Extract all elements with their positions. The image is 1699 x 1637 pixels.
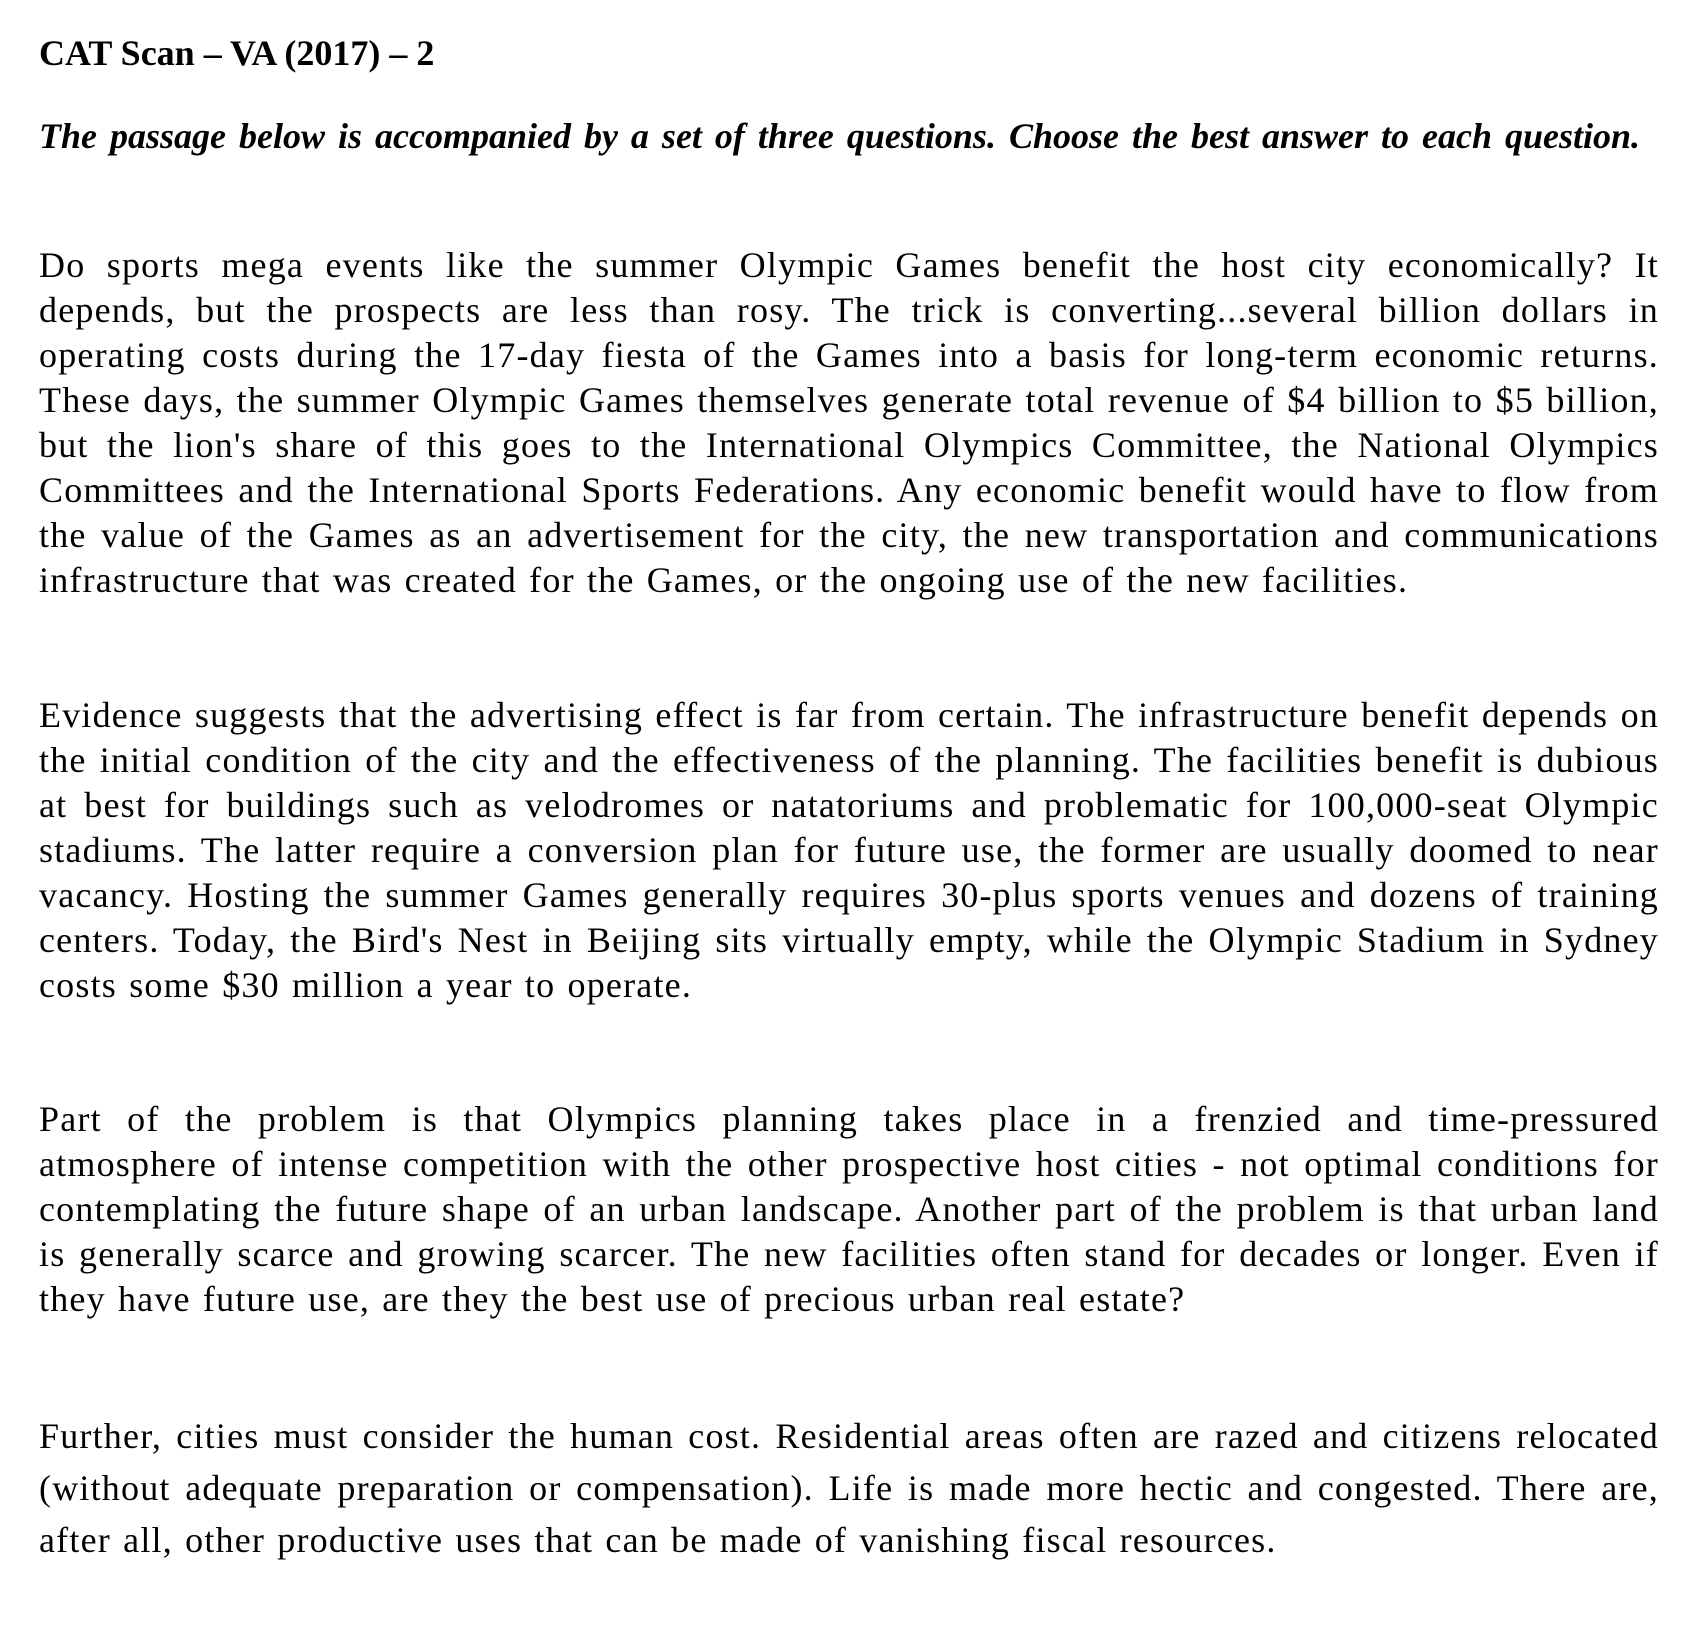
instruction-text: The passage below is accompanied by a set of three questions. Choose the best answer to each question. [39,116,1641,156]
document-title: CAT Scan – VA (2017) – 2 [39,33,435,73]
passage-paragraph-2: Evidence suggests that the advertising effect is far from certain. The infrastructure benefit depends on the initial condition of the city and the effectiveness of the planning. The facilities benefit is dubious at best for buildings such as velodromes or natatoriums and problematic for 100,000-seat Olympic stadiums. The latter require a conversion plan for future use, the former are usually doomed to near vacancy. Hosting the summer Games generally requires 30-plus sports venues and dozens of training centers. Today, the Bird's Nest in Beijing sits virtually empty, while the Olympic Stadium in Sydney costs some $30 million a year to operate. [39,695,1659,1005]
passage-paragraph-1: Do sports mega events like the summer Olympic Games benefit the host city economically? It depends, but the prospects are less than rosy. The trick is converting...several billion dollars in operating costs during the 17-day fiesta of the Games into a basis for long-term economic returns. These days, the summer Olympic Games themselves generate total revenue of $4 billion to $5 billion, but the lion's share of this goes to the International Olympics Committee, the National Olympics Committees and the International Sports Federations. Any economic benefit would have to flow from the value of the Games as an advertisement for the city, the new transportation and communications infrastructure that was created for the Games, or the ongoing use of the new facilities. [39,245,1659,600]
passage-paragraph-3: Part of the problem is that Olympics planning takes place in a frenzied and time-pressured atmosphere of intense competition with the other prospective host cities - not optimal conditions for contemplating the future shape of an urban landscape. Another part of the problem is that urban land is generally scarce and growing scarcer. The new facilities often stand for decades or longer. Even if they have future use, are they the best use of precious urban real estate? [39,1099,1659,1319]
passage-paragraph-4: Further, cities must consider the human cost. Residential areas often are razed and citizens relocated (without adequate preparation or compensation). Life is made more hectic and congested. There are, after all, other productive uses that can be made of vanishing fiscal resources. [39,1416,1659,1560]
